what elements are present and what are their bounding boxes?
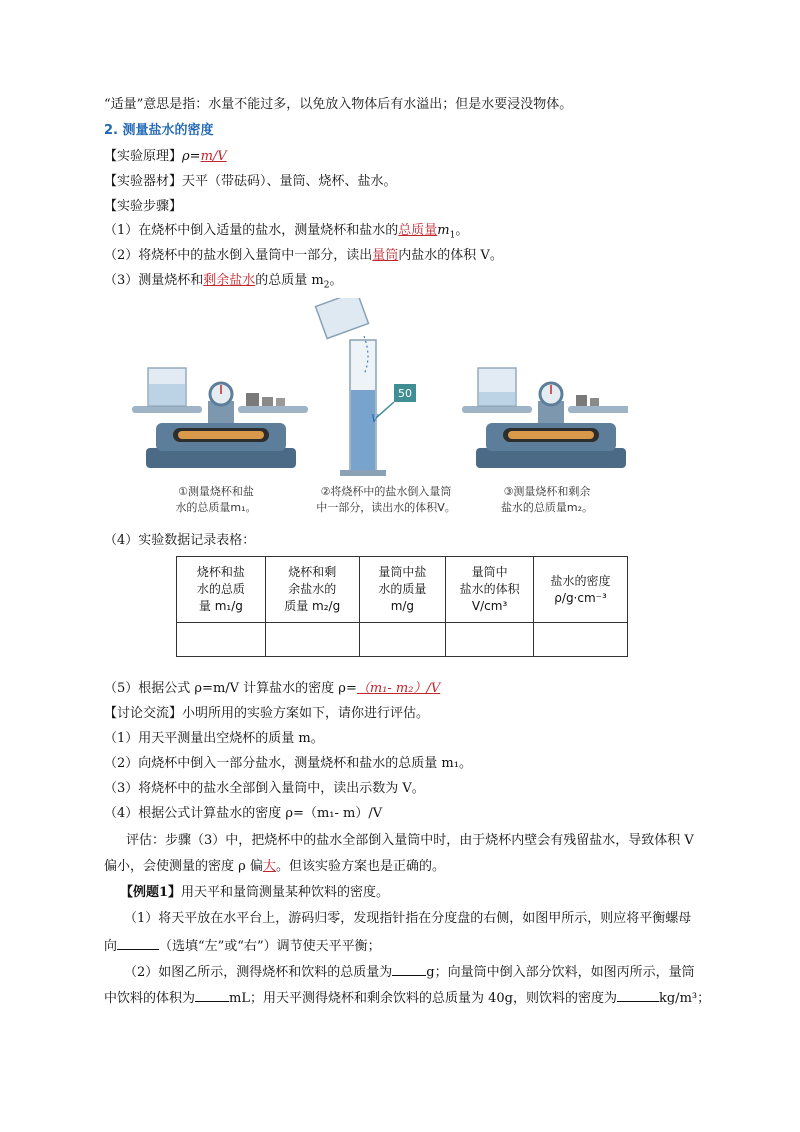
header-text: 水的总质 [196, 582, 245, 596]
caption-3-line1: ③测量烧杯和剩余 [503, 485, 591, 498]
section-title: 2. 测量盐水的密度 [104, 123, 214, 138]
caption-2 [296, 484, 476, 516]
step-2-text: （2）将烧杯中的盐水倒入量筒中一部分，读出 [104, 248, 373, 263]
answer-blank-density[interactable] [617, 988, 659, 1002]
header-text: 量筒中 [471, 565, 508, 579]
answer-blank-direction[interactable] [117, 936, 159, 950]
question-1-line-1: （1）将天平放在水平台上，游码归零，发现指针指在分度盘的右侧，如图甲所示，则应将平衡螺母 [124, 911, 692, 926]
caption-3-line2: 盐水的总质量m₂。 [500, 501, 594, 514]
header-text: 量 m₁/g [198, 599, 243, 613]
header-text: 量筒中盐 [378, 565, 427, 579]
discussion-step-3: （3）将烧杯中的盐水全部倒入量筒中，读出示数为 V。 [104, 781, 425, 796]
table-header-row [177, 557, 628, 623]
question-2-line-1 [124, 962, 695, 982]
table-row [177, 623, 628, 657]
example-label: 【例题1】 [120, 885, 182, 900]
evaluation-post: 。但该实验方案也是正确的。 [275, 859, 445, 874]
equipment-text: 天平（带砝码）、量筒、烧杯、盐水。 [182, 174, 397, 189]
discussion-step-2: （2）向烧杯中倒入一部分盐水，测量烧杯和盐水的总质量 m₁。 [104, 756, 472, 771]
step-5-text: （5）根据公式 ρ=m/V 计算盐水的密度 ρ= [104, 681, 357, 696]
header-text: 盐水的体积 [459, 582, 520, 596]
experiment-figure [128, 298, 628, 520]
step-1-symbol: m [437, 223, 450, 238]
evaluation-line-1: 评估：步骤（3）中，把烧杯中的盐水全部倒入量筒中时，由于烧杯内壁会有残留盐水，导致体积 V [126, 833, 694, 848]
header-text: 盐水的密度 [550, 573, 611, 588]
table-cell [534, 623, 628, 657]
equipment-line [104, 173, 397, 191]
step-3-post: 的总质量 m [255, 273, 324, 288]
evaluation-line-2 [104, 858, 445, 876]
discussion-step-1: （1）用天平测量出空烧杯的质量 m。 [104, 731, 324, 746]
steps-label: 【实验步骤】 [104, 199, 183, 214]
step-1-text: （1）在烧杯中倒入适量的盐水，测量烧杯和盐水的 [104, 223, 399, 238]
header-cell [446, 557, 534, 623]
step-1 [104, 222, 468, 245]
answer-blank-total-mass[interactable] [392, 962, 426, 976]
step-2-post: 内盐水的体积 V。 [398, 248, 503, 263]
discussion-label: 【讨论交流】 [104, 706, 183, 721]
step-1-answer: 总质量 [398, 223, 438, 238]
balance-2-illustration [462, 368, 628, 468]
table-cell [177, 623, 266, 657]
cylinder-reading: 50 [398, 387, 412, 400]
evaluation-text: 偏小，会使测量的密度 ρ 偏 [104, 859, 263, 874]
step-1-end: 。 [455, 223, 469, 238]
table-cell [265, 623, 359, 657]
header-cell [359, 557, 445, 623]
question-1-post: （选填“左”或“右”）调节使天平平衡； [159, 939, 381, 954]
balance-1-illustration [132, 368, 308, 468]
header-text: 质量 m₂/g [284, 599, 341, 613]
principle-answer: m/V [200, 149, 227, 164]
header-text: 水的质量 [378, 582, 427, 596]
intro-line: “适量”意思是指：水量不能过多，以免放入物体后有水溢出；但是水要浸没物体。 [104, 97, 573, 112]
example-line [120, 884, 389, 902]
caption-3 [472, 484, 622, 516]
question-2b-mid: mL；用天平测得烧杯和剩余饮料的总质量为 40g，则饮料的密度为 [229, 991, 617, 1006]
equipment-label: 【实验器材】 [104, 174, 183, 189]
header-cell [534, 557, 628, 623]
data-table [176, 556, 628, 657]
caption-1 [136, 484, 296, 516]
question-1-line-2 [104, 936, 381, 956]
example-text: 用天平和量筒测量某种饮料的密度。 [181, 885, 390, 900]
question-2-prefix: （2）如图乙所示，测得烧杯和饮料的总质量为 [124, 965, 393, 980]
step-3-end: 。 [329, 273, 343, 288]
caption-2-line2: 中一部分，读出水的体积V。 [316, 501, 456, 514]
step-3 [104, 272, 343, 295]
caption-1-line1: ①测量烧杯和盐 [178, 485, 254, 498]
header-cell [265, 557, 359, 623]
header-text: 余盐水的 [288, 582, 337, 596]
discussion-step-4: （4）根据公式计算盐水的密度 ρ=（m₁- m）/V [104, 806, 383, 821]
step-3-answer: 剩余盐水 [203, 273, 256, 288]
step-5 [104, 680, 440, 698]
caption-2-line1: ②将烧杯中的盐水倒入量筒 [320, 485, 452, 498]
header-text: m/g [390, 599, 415, 613]
question-2-post: g；向量筒中倒入部分饮料，如图丙所示，量筒 [426, 965, 695, 980]
discussion-text: 小明所用的实验方案如下，请你进行评估。 [182, 706, 430, 721]
principle-label: 【实验原理】 [104, 149, 183, 164]
principle-line [104, 148, 227, 166]
header-cell [177, 557, 266, 623]
header-text: V/cm³ [471, 599, 508, 613]
step-4-label: （4）实验数据记录表格： [104, 533, 256, 548]
table-cell [446, 623, 534, 657]
step-2 [104, 247, 503, 265]
step-5-answer: （m₁- m₂）/V [356, 681, 441, 696]
step-2-answer: 量筒 [372, 248, 399, 263]
evaluation-answer: 大 [262, 859, 276, 874]
caption-1-line2: 水的总质量m₁。 [175, 501, 257, 514]
question-1-prefix: 向 [104, 939, 118, 954]
header-text: ρ/g·cm⁻³ [554, 590, 607, 605]
answer-blank-volume[interactable] [195, 988, 229, 1002]
question-2-line-2 [104, 988, 710, 1008]
question-2b-prefix: 中饮料的体积为 [104, 991, 196, 1006]
step-3-sub: 2 [323, 280, 330, 291]
step-3-text: （3）测量烧杯和 [104, 273, 204, 288]
discussion-line [104, 705, 429, 723]
header-text: 烧杯和剩 [288, 565, 337, 579]
step-1-sub: 1 [449, 230, 456, 241]
principle-prefix: ρ= [182, 149, 201, 164]
cylinder-letter: V [371, 414, 379, 425]
header-text: 烧杯和盐 [196, 565, 245, 579]
table-cell [359, 623, 445, 657]
question-2b-unit: kg/m³； [658, 991, 711, 1006]
